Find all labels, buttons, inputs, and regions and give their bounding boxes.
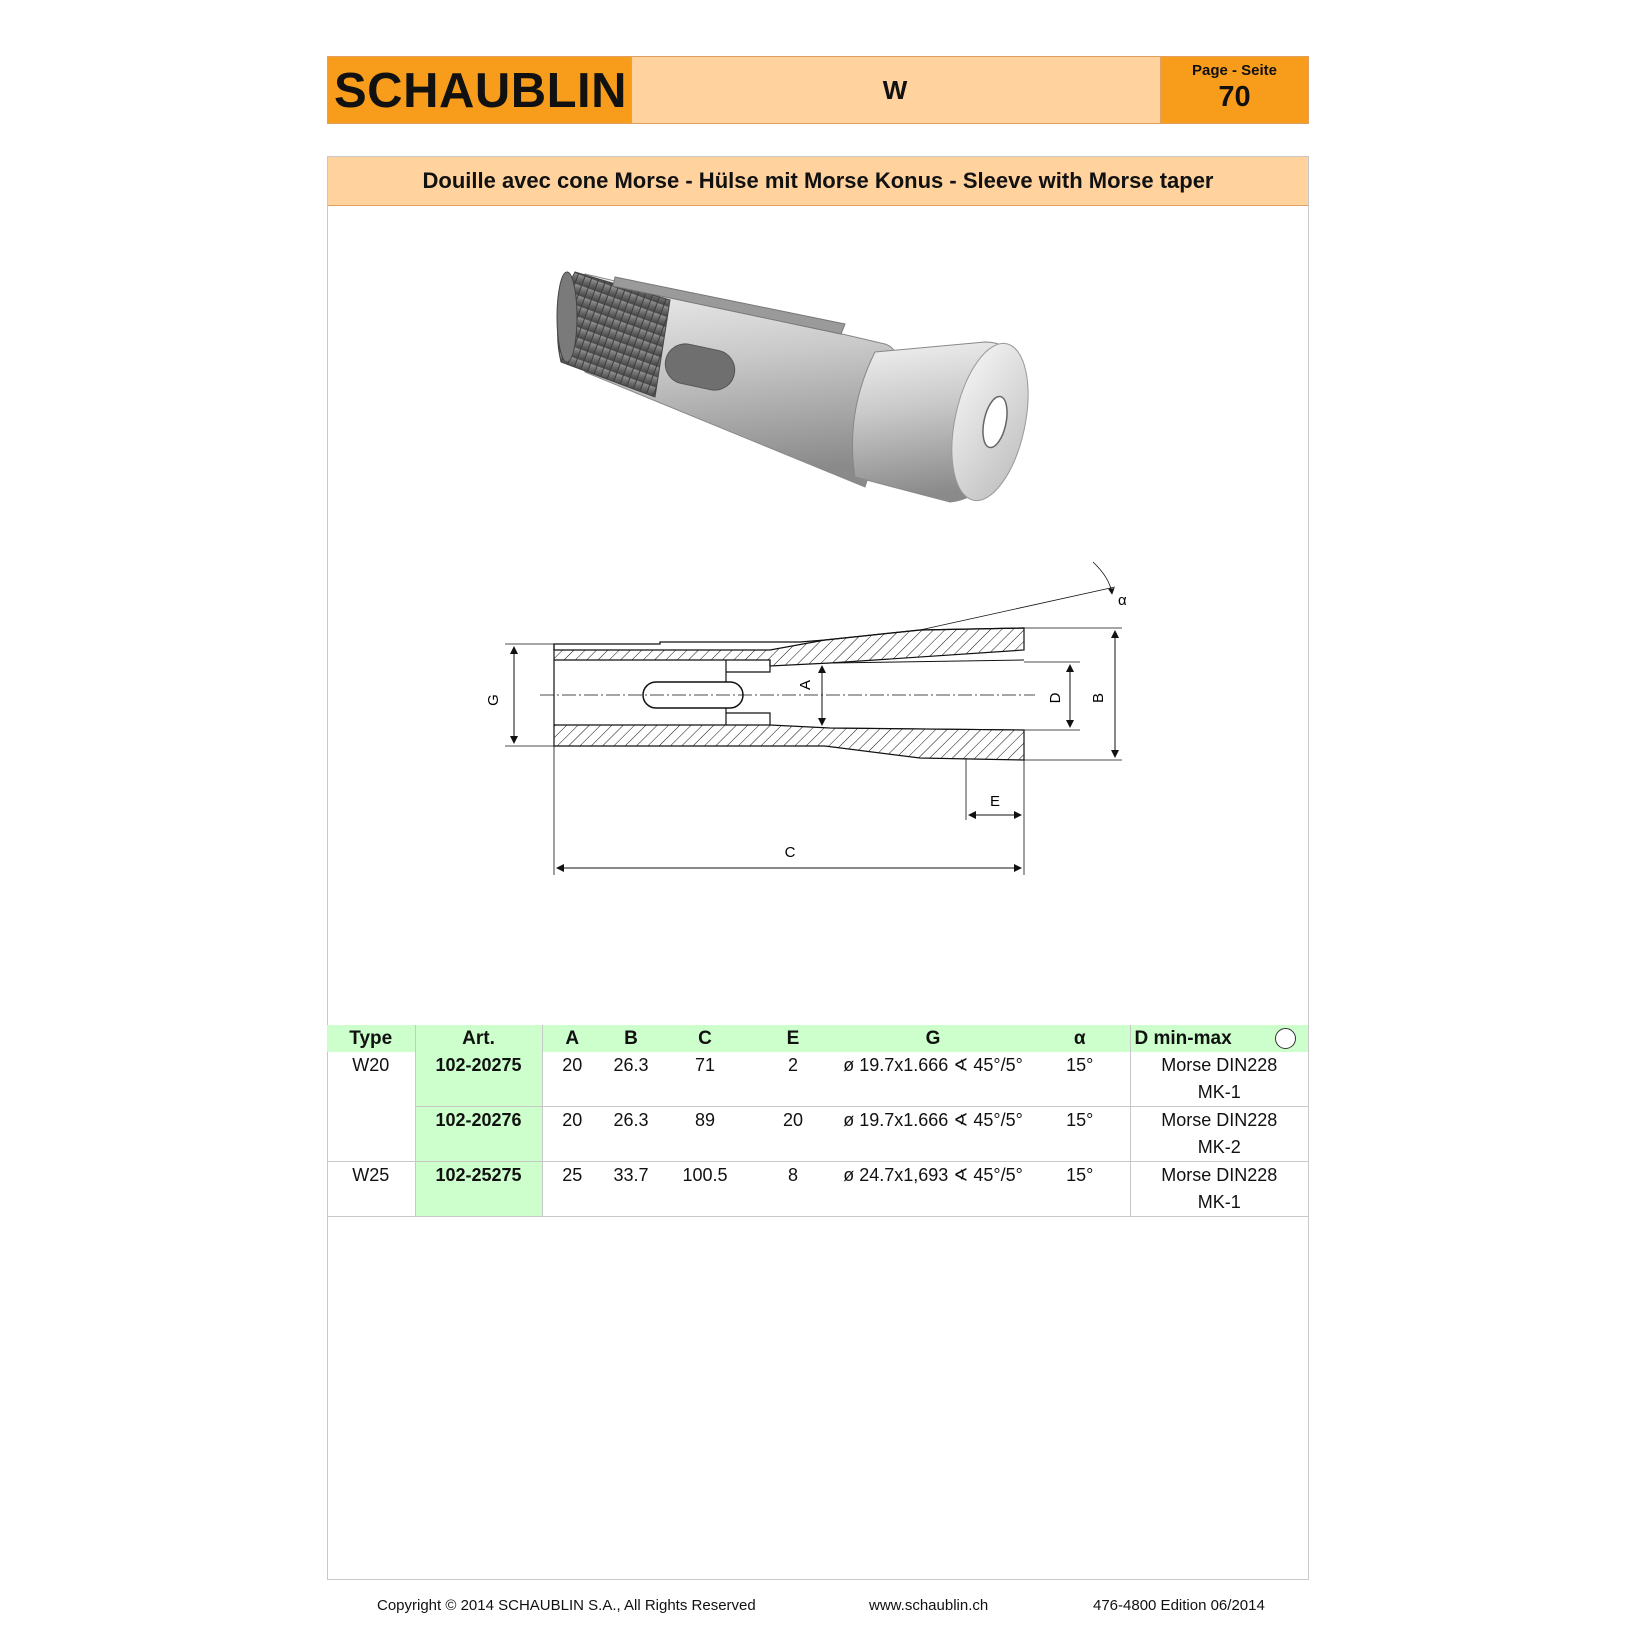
cell-d xyxy=(1130,1107,1308,1162)
cell-alpha: 15° xyxy=(1030,1162,1130,1217)
cell-d-line2: MK-2 xyxy=(1197,1137,1241,1157)
col-header-art: Art. xyxy=(415,1025,542,1052)
table-row xyxy=(327,1107,1308,1162)
cell-alpha: 15° xyxy=(1030,1107,1130,1162)
col-header-g: G xyxy=(836,1025,1030,1052)
cell-a: 20 xyxy=(542,1107,602,1162)
dim-label-g: G xyxy=(485,694,502,706)
page-number: 70 xyxy=(1218,81,1251,113)
cell-alpha: 15° xyxy=(1030,1052,1130,1107)
col-header-a: A xyxy=(542,1025,602,1052)
cell-d-line2: MK-1 xyxy=(1197,1082,1241,1102)
section-title: Douille avec cone Morse - Hülse mit Morse Konus - Sleeve with Morse taper xyxy=(328,157,1308,206)
dim-label-alpha: α xyxy=(1118,592,1127,609)
cell-art: 102-20275 xyxy=(415,1052,542,1107)
cell-c: 100.5 xyxy=(660,1162,750,1217)
col-header-e: E xyxy=(750,1025,836,1052)
cell-type: W25 xyxy=(327,1162,415,1217)
brand-name: SCHAUBLIN xyxy=(334,64,628,118)
specification-table xyxy=(327,1025,1308,1217)
footer-website[interactable]: www.schaublin.ch xyxy=(869,1597,989,1614)
cell-type xyxy=(327,1107,415,1162)
cell-g: ø 19.7x1.666 ∢ 45°/5° xyxy=(836,1107,1030,1162)
cell-b: 33.7 xyxy=(602,1162,660,1217)
dim-label-b: B xyxy=(1090,692,1107,704)
cell-d xyxy=(1130,1052,1308,1107)
page-header xyxy=(327,56,1309,124)
table-row xyxy=(327,1052,1308,1107)
dim-label-a: A xyxy=(797,679,814,691)
cell-e: 8 xyxy=(750,1162,836,1217)
cell-a: 25 xyxy=(542,1162,602,1217)
circle-icon xyxy=(1275,1028,1296,1049)
col-header-type: Type xyxy=(327,1025,415,1052)
footer-copyright: Copyright © 2014 SCHAUBLIN S.A., All Rights Reserved xyxy=(377,1597,756,1614)
cell-d-line1: Morse DIN228 xyxy=(1161,1165,1278,1185)
col-header-d-label: D min-max xyxy=(1134,1027,1232,1049)
col-header-alpha: α xyxy=(1030,1025,1130,1052)
cell-d-line1: Morse DIN228 xyxy=(1161,1110,1278,1130)
sleeve-technical-drawing xyxy=(470,550,1150,890)
dim-label-d: D xyxy=(1047,692,1064,704)
page-box xyxy=(1160,57,1308,123)
cell-e: 2 xyxy=(750,1052,836,1107)
cell-d xyxy=(1130,1162,1308,1217)
cell-b: 26.3 xyxy=(602,1107,660,1162)
table-header-row xyxy=(327,1025,1308,1052)
cell-art: 102-20276 xyxy=(415,1107,542,1162)
footer-edition: 476-4800 Edition 06/2014 xyxy=(1093,1597,1265,1614)
col-header-d xyxy=(1130,1025,1308,1052)
cell-c: 71 xyxy=(660,1052,750,1107)
brand-logo xyxy=(328,57,632,123)
col-header-b: B xyxy=(602,1025,660,1052)
cell-c: 89 xyxy=(660,1107,750,1162)
cell-a: 20 xyxy=(542,1052,602,1107)
cell-d-line1: Morse DIN228 xyxy=(1161,1055,1278,1075)
dim-label-e: E xyxy=(989,793,1001,810)
table-row xyxy=(327,1162,1308,1217)
cell-g: ø 19.7x1.666 ∢ 45°/5° xyxy=(836,1052,1030,1107)
cell-d-line2: MK-1 xyxy=(1197,1192,1241,1212)
series-code: W xyxy=(882,75,908,105)
sleeve-product-image xyxy=(545,262,1085,527)
cell-g: ø 24.7x1,693 ∢ 45°/5° xyxy=(836,1162,1030,1217)
cell-art: 102-25275 xyxy=(415,1162,542,1217)
cell-type: W20 xyxy=(327,1052,415,1107)
cell-b: 26.3 xyxy=(602,1052,660,1107)
dim-label-c: C xyxy=(784,844,796,861)
page-label: Page - Seite xyxy=(1191,62,1278,79)
cell-e: 20 xyxy=(750,1107,836,1162)
col-header-c: C xyxy=(660,1025,750,1052)
